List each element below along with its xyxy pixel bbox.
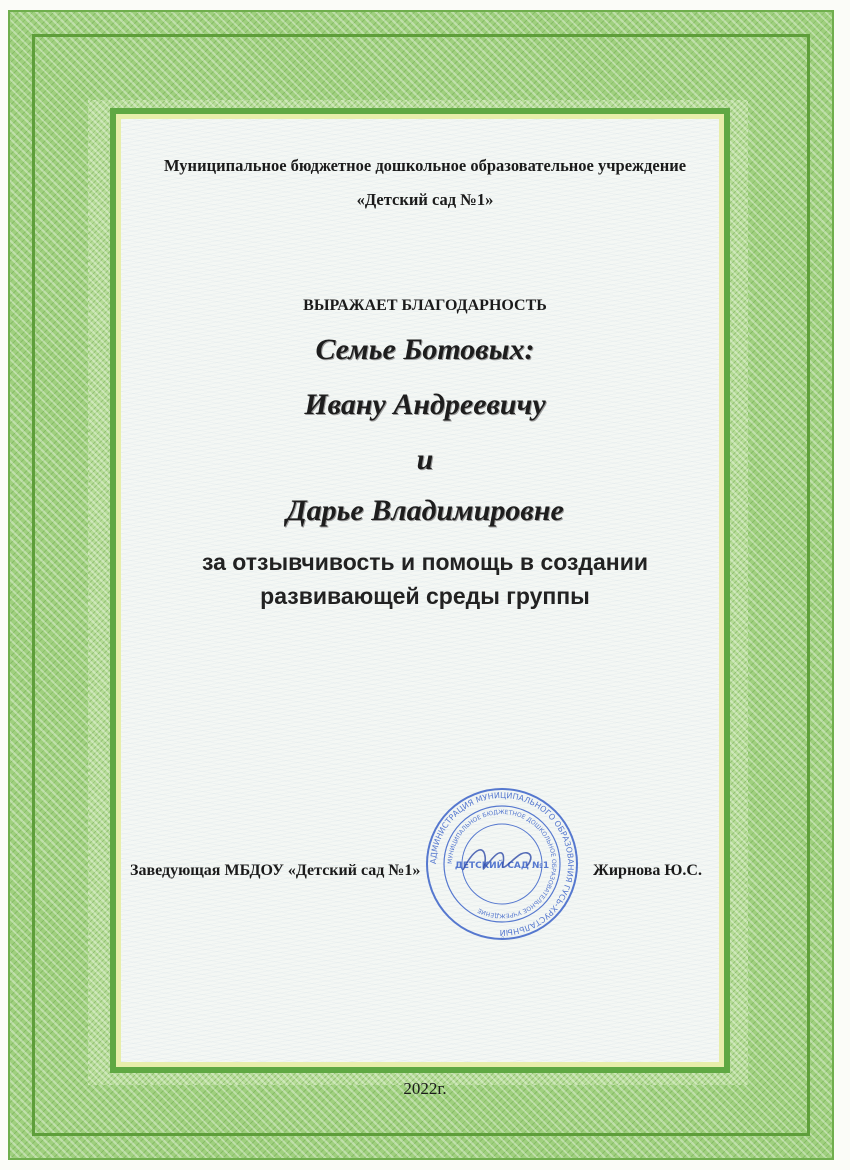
recipient-second-name: Дарье Владимировне [286,494,564,527]
signatory-title: Заведующая МБДОУ «Детский сад №1» [130,862,421,879]
organization-short-name: «Детский сад №1» [356,190,494,209]
stamp-inner-text: МУНИЦИПАЛЬНОЕ БЮДЖЕТНОЕ ДОШКОЛЬНОЕ ОБРАЗОВАТЕЛЬНОЕ УЧРЕЖДЕНИЕ [446,808,558,920]
recipient-first-name: Ивану Андреевичу [304,388,546,421]
stamp-outer-text: АДМИНИСТРАЦИЯ МУНИЦИПАЛЬНОГО ОБРАЗОВАНИЯ ГУСЬ-ХРУСТАЛЬНЫЙ [428,790,576,938]
stamp-center-text: ДЕТСКИЙ САД №1 [454,861,550,871]
issue-year: 2022г. [403,1079,447,1098]
signatory-name: Жирнова Ю.С. [593,862,702,879]
reason-line-1: за отзывчивость и помощь в создании [202,549,648,575]
organization-name: Муниципальное бюджетное дошкольное образовательное учреждение [163,156,687,175]
reason-line-2: развивающей среды группы [260,583,590,609]
recipient-family: Семье Ботовых: [315,333,535,366]
recipient-conjunction: и [416,443,434,476]
signature [455,830,545,890]
gratitude-heading: ВЫРАЖАЕТ БЛАГОДАРНОСТЬ [303,297,547,314]
